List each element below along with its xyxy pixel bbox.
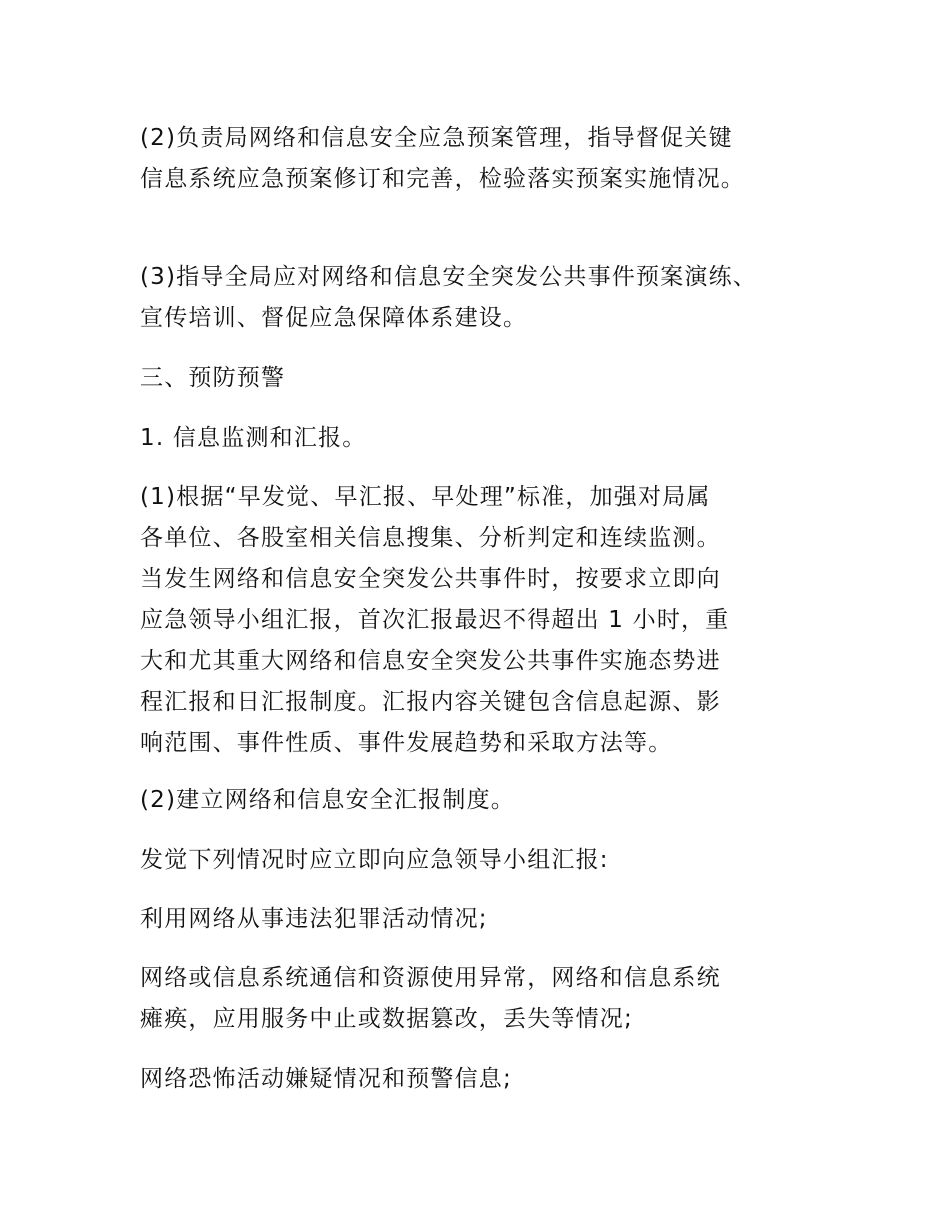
- text-line: (1)根据“早发觉、早汇报、早处理”标准，加强对局属: [140, 484, 711, 510]
- text-line: 发觉下列情况时应立即向应急领导小组汇报:: [140, 847, 609, 873]
- paragraph-duty-3: [140, 257, 820, 339]
- text-line: 宣传培训、督促应急保障体系建设。: [140, 305, 528, 331]
- text-line: 瘫痪，应用服务中止或数据篡改，丢失等情况;: [140, 1006, 633, 1032]
- text-line: 信息系统应急预案修订和完善，检验落实预案实施情况。: [140, 166, 745, 192]
- section-heading-prevention: [140, 358, 820, 399]
- text-line: (3)指导全局应对网络和信息安全突发公共事件预案演练、: [140, 264, 757, 290]
- paragraph-monitoring-2: [140, 780, 820, 821]
- paragraph-duty-2: [140, 118, 820, 200]
- subsection-heading-monitoring: [140, 418, 820, 459]
- paragraph-report-item-anomaly: [140, 958, 820, 1040]
- heading-text: 三、预防预警: [140, 365, 286, 391]
- text-line: 网络或信息系统通信和资源使用异常，网络和信息系统: [140, 965, 721, 991]
- text-line: (2)负责局网络和信息安全应急预案管理，指导督促关键: [140, 125, 733, 151]
- text-line: (2)建立网络和信息安全汇报制度。: [140, 787, 515, 813]
- paragraph-report-item-terror: [140, 1059, 820, 1100]
- heading-text: 1. 信息监测和汇报。: [140, 425, 367, 451]
- text-line: 大和尤其重大网络和信息安全突发公共事件实施态势进: [140, 648, 721, 674]
- paragraph-report-item-crime: [140, 899, 820, 940]
- paragraph-report-intro: [140, 840, 820, 881]
- paragraph-monitoring-1: [140, 477, 820, 764]
- text-line: 利用网络从事违法犯罪活动情况;: [140, 906, 488, 932]
- text-line: 网络恐怖活动嫌疑情况和预警信息;: [140, 1066, 512, 1092]
- text-line: 程汇报和日汇报制度。汇报内容关键包含信息起源、影: [140, 689, 721, 715]
- text-line: 各单位、各股室相关信息搜集、分析判定和连续监测。: [140, 525, 721, 551]
- text-line: 当发生网络和信息安全突发公共事件时，按要求立即向: [140, 566, 721, 592]
- text-line: 响范围、事件性质、事件发展趋势和采取方法等。: [140, 730, 673, 756]
- text-line: 应急领导小组汇报，首次汇报最迟不得超出 1 小时，重: [140, 607, 730, 633]
